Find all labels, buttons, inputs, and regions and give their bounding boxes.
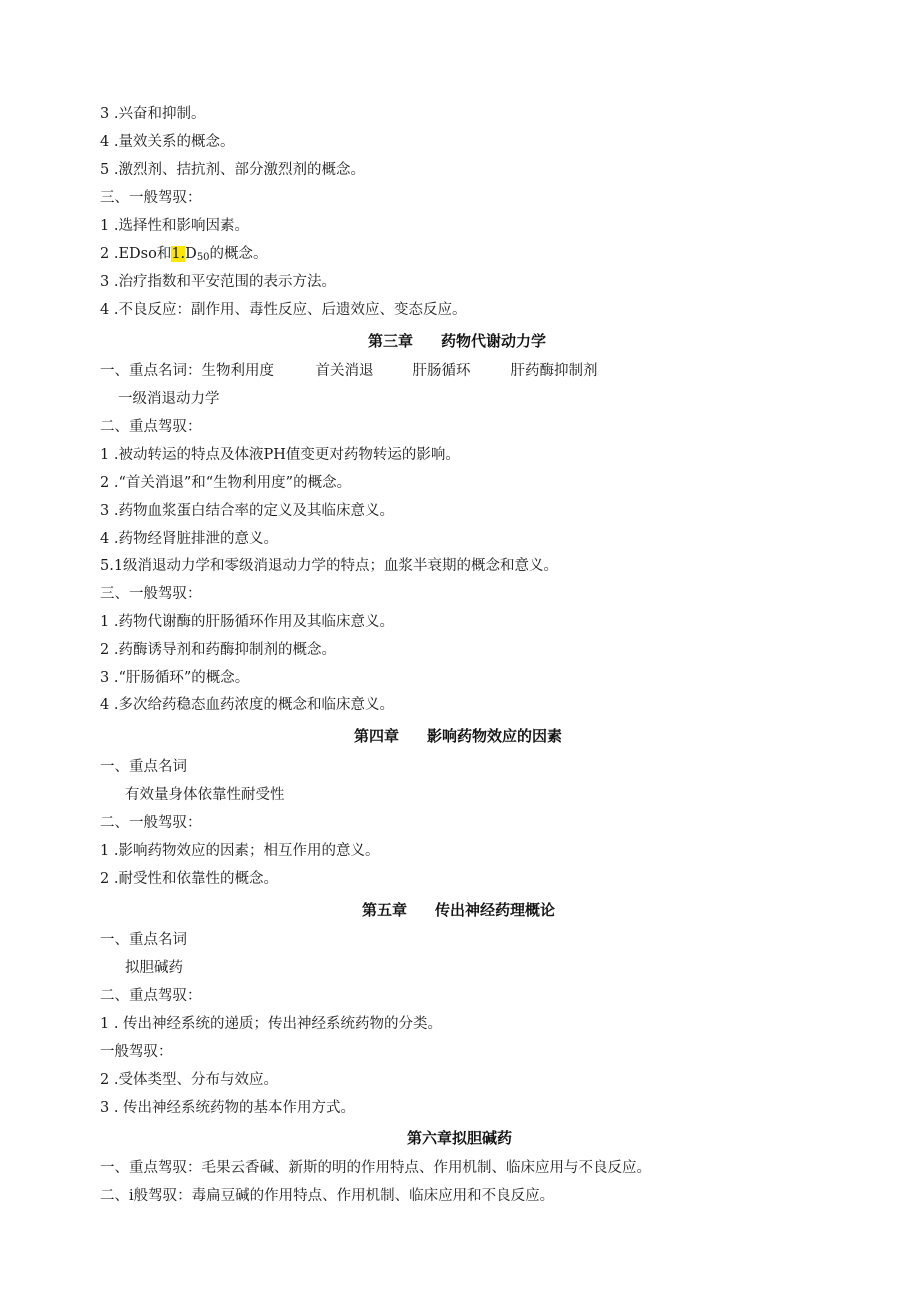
section-label: 一、重点名词： xyxy=(100,363,202,379)
text-line: 二、i般驾驭：毒扁豆碱的作用特点、作用机制、临床应用和不良反应。 xyxy=(100,1188,555,1204)
text-line: 2 .耐受性和依靠性的概念。 xyxy=(100,871,278,887)
chapter-4-heading xyxy=(354,726,562,746)
text-line: 4 .药物经肾脏排泄的意义。 xyxy=(100,531,278,547)
text-line: 一、重点驾驭：毛果云香碱、新斯的明的作用特点、作用机制、临床应用与不良反应。 xyxy=(100,1160,651,1176)
chapter-title: 影响药物效应的因素 xyxy=(427,727,563,745)
text-line: 4 .量效关系的概念。 xyxy=(100,134,235,150)
key-terms: 拟胆碱药 xyxy=(125,960,183,976)
text-line: 3 .药物血浆蛋白结合率的定义及其临床意义。 xyxy=(100,503,394,519)
text-fragment: D xyxy=(185,246,197,262)
subscript: 50 xyxy=(196,252,210,263)
chapter-6-heading: 第六章拟胆碱药 xyxy=(407,1129,513,1147)
text-line: 2 .“首关消退”和“生物利用度”的概念。 xyxy=(100,475,352,491)
text-line: 3 . 传出神经系统药物的基本作用方式。 xyxy=(100,1100,356,1116)
text-fragment: 2 .EDso和 xyxy=(100,246,172,262)
chapter-title: 传出神经药理概论 xyxy=(435,901,556,919)
chapter-5-heading xyxy=(362,900,555,920)
section-label: 二、重点驾驭： xyxy=(100,988,202,1004)
text-line: 1 .药物代谢酶的肝肠循环作用及其临床意义。 xyxy=(100,614,394,630)
text-fragment: 的概念。 xyxy=(209,246,268,262)
section-label: 二、一般驾驭： xyxy=(100,815,202,831)
text-line: 5 .激烈剂、拮抗剂、部分激烈剂的概念。 xyxy=(100,162,365,178)
chapter-title: 药物代谢动力学 xyxy=(441,332,547,350)
text-line: 2 .受体类型、分布与效应。 xyxy=(100,1072,278,1088)
text-line: 5.1级消退动力学和零级消退动力学的特点；血浆半衰期的概念和意义。 xyxy=(100,558,559,574)
section-label: 三、一般驾驭： xyxy=(100,586,202,602)
key-term: 生物利用度 xyxy=(201,363,274,379)
highlighted-text: 1. xyxy=(171,246,186,262)
section-label: 三、一般驾驭： xyxy=(100,190,202,206)
key-term: 首关消退 xyxy=(315,363,374,379)
text-line: 3 .兴奋和抑制。 xyxy=(100,106,206,122)
text-line: 1 .选择性和影响因素。 xyxy=(100,218,249,234)
text-line: 4 .多次给药稳态血药浓度的概念和临床意义。 xyxy=(100,697,394,713)
key-term: 肝肠循环 xyxy=(412,363,471,379)
text-line: 2 .药酶诱导剂和药酶抑制剂的概念。 xyxy=(100,642,336,658)
section-label: 二、重点驾驭： xyxy=(100,419,202,435)
text-line: 1 . 传出神经系统的递质；传出神经系统药物的分类。 xyxy=(100,1016,443,1032)
chapter-number: 第五章 xyxy=(362,901,408,919)
key-terms: 有效量身体依靠性耐受性 xyxy=(125,787,285,803)
text-line-ed50-ld50 xyxy=(100,244,268,268)
text-line: 1 .被动转运的特点及体液PH值变更对药物转运的影响。 xyxy=(100,447,460,463)
section-label: 一、重点名词 xyxy=(100,932,187,948)
chapter-number: 第三章 xyxy=(368,332,414,350)
section-label: 一、重点名词 xyxy=(100,759,187,775)
text-line: 4 .不良反应：副作用、毒性反应、后遗效应、变态反应。 xyxy=(100,302,467,318)
text-line: 1 .影响药物效应的因素；相互作用的意义。 xyxy=(100,843,380,859)
text-line: 3 .“肝肠循环”的概念。 xyxy=(100,670,250,686)
key-term: 肝药酶抑制剂 xyxy=(510,363,598,379)
section-label: 一般驾驭： xyxy=(100,1044,173,1060)
chapter-3-heading xyxy=(368,331,546,351)
key-terms-line xyxy=(100,361,598,381)
text-line: 3 .治疗指数和平安范围的表示方法。 xyxy=(100,274,336,290)
key-term: 一级消退动力学 xyxy=(118,391,220,407)
chapter-number: 第四章 xyxy=(354,727,400,745)
